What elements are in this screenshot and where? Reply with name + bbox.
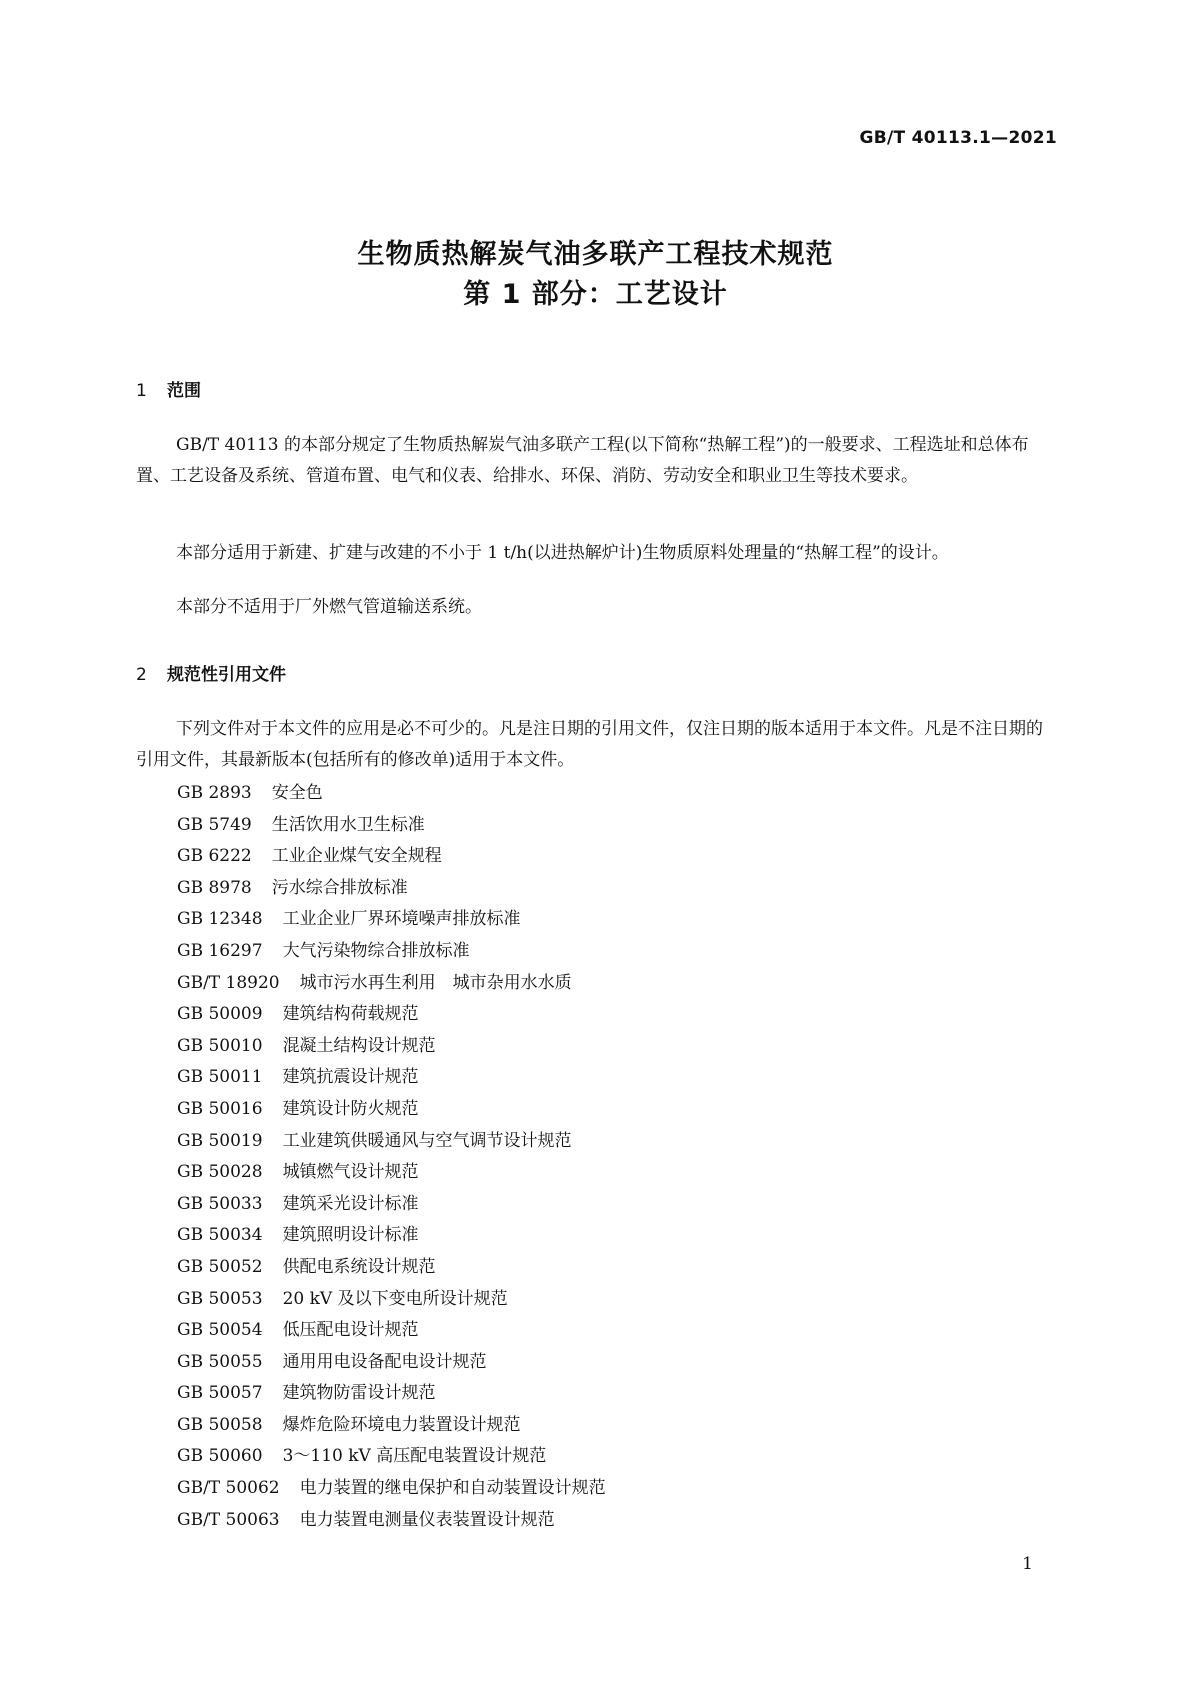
reference-title: 建筑照明设计标准 [282,1225,419,1246]
reference-code: GB 50033 [177,1193,263,1214]
paragraph-text: 本部分适用于新建、扩建与改建的不小于 1 t/h(以进热解炉计)生物质原料处理量的“热解工程”的设计。 [176,543,949,563]
reference-title: 电力装置电测量仪表装置设计规范 [299,1509,555,1530]
reference-item [177,1220,606,1252]
reference-title: 低压配电设计规范 [282,1320,419,1341]
reference-item [177,1094,606,1126]
reference-code: GB 2893 [177,783,252,803]
reference-title: 3～110 kV 高压配电装置设计规范 [282,1446,547,1467]
reference-code: GB 50055 [177,1351,263,1372]
reference-code: GB 50019 [177,1130,263,1151]
document-subtitle: 第 1 部分：工艺设计 [463,279,728,310]
reference-code: GB 5749 [177,814,252,835]
paragraph [136,592,1057,623]
reference-item [177,841,606,873]
reference-code: GB 50028 [177,1162,263,1183]
paragraph [136,430,1057,492]
reference-code: GB 50057 [177,1383,263,1404]
document-code: GB/T 40113.1—2021 [859,128,1057,148]
paragraph-text: 本部分不适用于厂外燃气管道输送系统。 [176,597,482,617]
reference-item [177,1252,606,1284]
reference-list [177,778,606,1536]
section-number: 1 [136,381,147,401]
reference-item [177,778,606,810]
reference-item [177,904,606,936]
reference-item [177,1157,606,1189]
reference-item [177,1284,606,1316]
reference-item [177,1473,606,1505]
reference-code: GB 12348 [177,909,263,930]
reference-title: 爆炸危险环境电力装置设计规范 [282,1414,521,1435]
reference-code: GB 50016 [177,1098,263,1119]
reference-item [177,1505,606,1537]
reference-title: 建筑抗震设计规范 [282,1067,419,1088]
reference-code: GB 50060 [177,1446,263,1467]
reference-item [177,1315,606,1347]
reference-title: 工业企业厂界环境噪声排放标准 [282,909,521,930]
reference-code: GB/T 50063 [177,1509,280,1530]
reference-item [177,1410,606,1442]
reference-code: GB 16297 [177,940,263,961]
section-number: 2 [136,665,147,685]
reference-title: 建筑采光设计标准 [282,1193,419,1214]
paragraph [136,714,1057,776]
reference-item [177,1347,606,1379]
section-heading-normative-references [136,660,286,685]
reference-code: GB 50011 [177,1067,263,1088]
reference-code: GB/T 18920 [177,972,280,993]
reference-title: 建筑设计防火规范 [282,1098,419,1119]
reference-title: 混凝土结构设计规范 [282,1035,436,1056]
reference-item [177,1031,606,1063]
reference-code: GB 50010 [177,1035,263,1056]
reference-item [177,1378,606,1410]
paragraph-text: 下列文件对于本文件的应用是必不可少的。凡是注日期的引用文件，仅注日期的版本适用于本文件。凡是不注日期的引用文件，其最新版本(包括所有的修改单)适用于本文件。 [136,719,1043,770]
reference-item [177,968,606,1000]
reference-code: GB 50034 [177,1225,263,1246]
reference-title: 污水综合排放标准 [271,877,408,898]
reference-title: 大气污染物综合排放标准 [282,940,470,961]
reference-title: 电力装置的继电保护和自动装置设计规范 [299,1478,606,1499]
reference-item [177,873,606,905]
reference-title: 通用用电设备配电设计规范 [282,1351,487,1372]
reference-code: GB 50054 [177,1320,263,1341]
reference-title: 20 kV 及以下变电所设计规范 [282,1288,508,1309]
reference-item [177,1441,606,1473]
section-heading-scope [136,376,201,401]
reference-title: 工业企业煤气安全规程 [271,846,442,867]
reference-item [177,1062,606,1094]
reference-code: GB 50052 [177,1256,263,1277]
paragraph [136,538,1057,569]
section-title: 范围 [167,381,201,401]
reference-title: 建筑结构荷载规范 [282,1004,419,1025]
reference-title: 城市污水再生利用 城市杂用水水质 [299,972,572,993]
reference-code: GB/T 50062 [177,1478,280,1499]
reference-item [177,810,606,842]
reference-item [177,1189,606,1221]
reference-title: 建筑物防雷设计规范 [282,1383,436,1404]
reference-code: GB 50053 [177,1288,263,1309]
reference-item [177,1126,606,1158]
reference-item [177,999,606,1031]
reference-title: 生活饮用水卫生标准 [271,814,425,835]
reference-title: 安全色 [271,783,323,803]
reference-item [177,936,606,968]
reference-title: 供配电系统设计规范 [282,1256,436,1277]
reference-code: GB 50058 [177,1414,263,1435]
section-title: 规范性引用文件 [167,665,286,685]
reference-title: 城镇燃气设计规范 [282,1162,419,1183]
reference-code: GB 6222 [177,846,252,867]
paragraph-text: GB/T 40113 的本部分规定了生物质热解炭气油多联产工程(以下简称“热解工程”)的一般要求、工程选址和总体布置、工艺设备及系统、管道布置、电气和仪表、给排水、环保、消防、劳动安全和职业卫生等技术要求。 [136,435,1029,486]
page-number: 1 [1022,1554,1033,1574]
document-title: 生物质热解炭气油多联产工程技术规范 [357,239,834,270]
reference-code: GB 50009 [177,1004,263,1025]
reference-code: GB 8978 [177,877,252,898]
reference-title: 工业建筑供暖通风与空气调节设计规范 [282,1130,572,1151]
